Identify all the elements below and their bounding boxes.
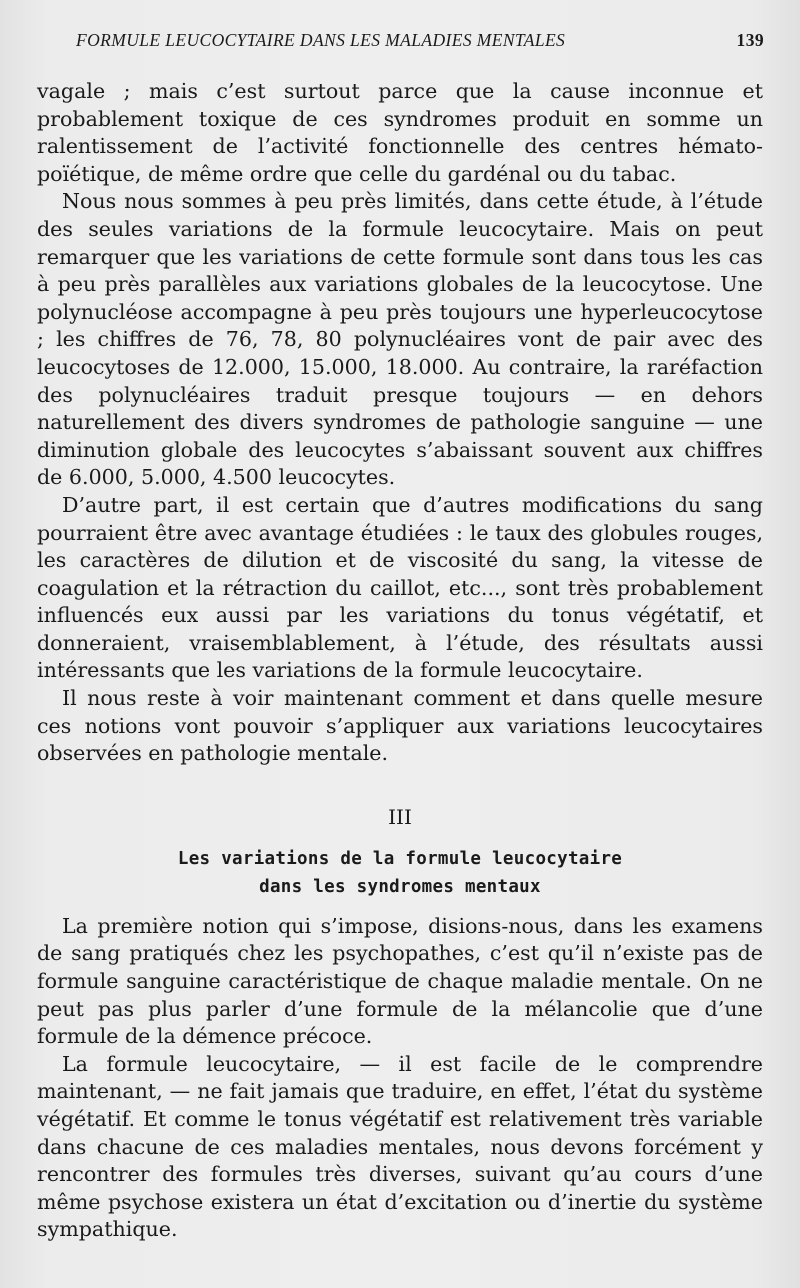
section-title-line: Les variations de la formule leucocytaire xyxy=(177,848,623,869)
section-body xyxy=(37,913,763,1244)
section-title xyxy=(37,845,763,901)
page-number: 139 xyxy=(736,30,764,50)
running-title: FORMULE LEUCOCYTAIRE DANS LES MALADIES MENTALES xyxy=(76,30,566,50)
running-header xyxy=(76,30,764,56)
paragraph: Il nous reste à voir maintenant comment et dans quelle mesure ces notions vont pouvoir s’appliquer aux variations leucocytaires observées en pathologie mentale. xyxy=(37,686,763,766)
paragraph-continued: vagale ; mais c’est surtout parce que la cause inconnue et probablement toxique de ces syndromes produit en somme un ralentissement de l’activité fonctionnelle des centres hémato-poïétique, de même ordre que celle du gardénal ou du tabac. xyxy=(37,79,763,186)
paragraph: D’autre part, il est certain que d’autres modifications du sang pourraient être avec avantage étudiées : le taux des globules rouges, les caractères de dilution et de viscosité du sang, la vitesse de coagulation et la rétraction du caillot, etc..., sont très probablement influencés eux aussi par les variations du tonus végétatif, et donneraient, vraisemblablement, à l’étude, des résultats aussi intéressants que les variations de la formule leucocytaire. xyxy=(37,492,763,683)
paragraph: La première notion qui s’impose, disions-nous, dans les examens de sang pratiqués chez les psychopathes, c’est qu’il n’existe pas de formule sanguine caractéristique de chaque maladie mentale. On ne peut pas plus parler d’une formule de la mélancolie que d’une formule de la démence précoce. xyxy=(37,913,763,1049)
paragraph: Nous nous sommes à peu près limités, dans cette étude, à l’étude des seules variations de la formule leucocytaire. Mais on peut remarquer que les variations de cette formule sont dans tous les cas à peu près parallèles aux variations globales de la leucocytose. Une polynucléose accompagne à peu près toujours une hyperleucocytose ; les chiffres de 76, 78, 80 polynucléaires vont de pair avec des leucocytoses de 12.000, 15.000, 18.000. Au contraire, la raréfaction des polynucléaires traduit presque toujours — en dehors naturellement des divers syndromes de pathologie sanguine — une diminution globale des leucocytes s’abaissant souvent aux chiffres de 6.000, 5.000, 4.500 leucocytes. xyxy=(37,189,763,490)
section-number: III xyxy=(388,804,412,829)
body-text xyxy=(37,78,763,1244)
section-title-line: dans les syndromes mentaux xyxy=(259,876,541,897)
paragraph: La formule leucocytaire, — il est facile de le comprendre maintenant, — ne fait jamais que traduire, en effet, l’état du système végétatif. Et comme le tonus végétatif est relativement très variable dans chacune de ces maladies mentales, nous devons forcément y rencontrer des formules très diverses, suivant qu’au cours d’une même psychose existera un état d’excitation ou d’inertie du système sympathique. xyxy=(37,1051,763,1242)
